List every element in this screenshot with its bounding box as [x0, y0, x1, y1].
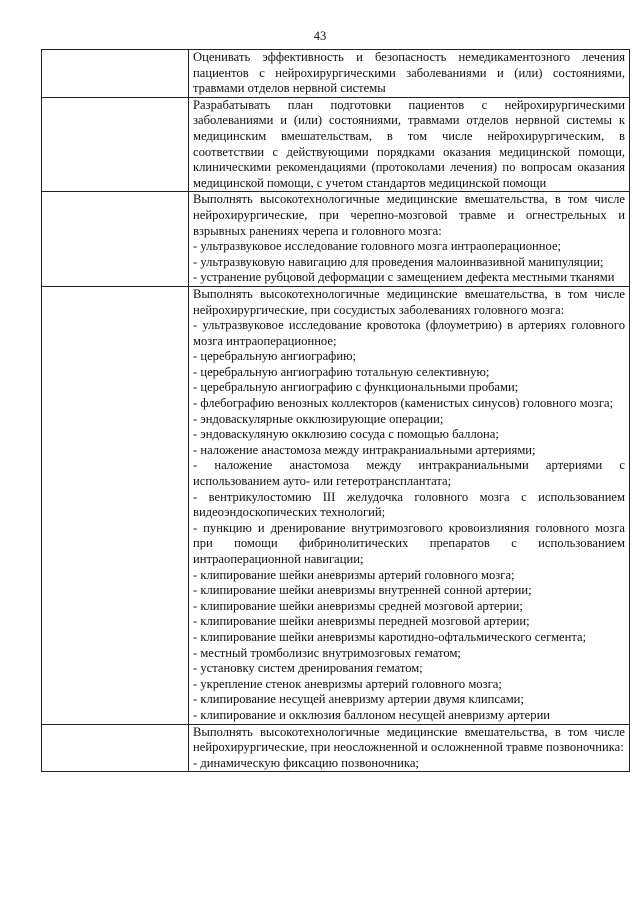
procedure-list-item: - клипирование шейки аневризмы каротидно-офтальмического сегмента; — [193, 629, 587, 644]
procedure-list-item: - ультразвуковое исследование головного мозга интраоперационное; — [193, 239, 562, 254]
empty-label-cell — [42, 724, 189, 772]
procedure-list-item: - церебральную ангиографию тотальную селективную; — [193, 364, 490, 379]
skill-text — [193, 725, 625, 772]
procedure-list-item: - укрепление стенок аневризмы артерий головного мозга; — [193, 676, 502, 691]
skill-text — [193, 50, 625, 97]
skill-description-cell — [189, 192, 630, 287]
skill-description-cell — [189, 97, 630, 192]
procedure-list-item: - динамическую фиксацию позвоночника; — [193, 755, 419, 770]
table-row — [42, 724, 630, 772]
procedure-list-item: - флебографию венозных коллекторов (каменистых синусов) головного мозга; — [193, 396, 614, 411]
procedure-list-item: - клипирование и окклюзия баллоном несущей аневризму артерии — [193, 707, 551, 722]
table-row — [42, 286, 630, 724]
procedure-list-item: - эндоваскуляную окклюзию сосуда с помощью баллона; — [193, 427, 499, 442]
procedure-list-item: - клипирование шейки аневризмы средней мозговой артерии; — [193, 598, 523, 613]
skill-text — [193, 192, 625, 286]
procedure-list-item: - клипирование несущей аневризму артерии двумя клипсами; — [193, 692, 524, 707]
procedure-list-item: - наложение анастомоза между интракраниальными артериями с использованием ауто- или гетеротрансплантата; — [193, 458, 625, 489]
skill-heading-text: Выполнять высокотехнологичные медицинские вмешательства, в том числе нейрохирургические, при неосложненной и осложненной травме позвоночника: — [193, 724, 625, 755]
procedure-list-item: - устранение рубцовой деформации с замещением дефекта местными тканями — [193, 270, 615, 285]
empty-label-cell — [42, 97, 189, 192]
page-number: 43 — [313, 29, 327, 43]
procedure-list-item: - вентрикулостомию III желудочка головного мозга с использованием видеоэндоскопических технологий; — [193, 489, 625, 520]
procedure-list-item: - установку систем дренирования гематом; — [193, 661, 423, 676]
skill-description-cell — [189, 286, 630, 724]
procedure-list-item: - наложение анастомоза между интракраниальными артериями; — [193, 442, 536, 457]
skill-heading-text: Выполнять высокотехнологичные медицинские вмешательства, в том числе нейрохирургические, при сосудистых заболеваниях головного мозга: — [193, 286, 625, 317]
empty-label-cell — [42, 50, 189, 98]
procedure-list-item: - ультразвуковую навигацию для проведения малоинвазивной манипуляции; — [193, 254, 604, 269]
empty-label-cell — [42, 286, 189, 724]
procedure-list-item: - клипирование шейки аневризмы передней мозговой артерии; — [193, 614, 530, 629]
competency-table — [41, 49, 630, 772]
procedure-list-item: - клипирование шейки аневризмы внутренней сонной артерии; — [193, 583, 532, 598]
skill-text — [193, 98, 625, 192]
skill-text — [193, 287, 625, 724]
procedure-list-item: - эндоваскулярные окклюзирующие операции; — [193, 411, 444, 426]
table-row — [42, 192, 630, 287]
empty-label-cell — [42, 192, 189, 287]
skill-heading-text: Оценивать эффективность и безопасность немедикаментозного лечения пациентов с нейрохирургическими заболеваниями и (или) состояниями, травмами отделов нервной системы — [193, 50, 625, 96]
skill-heading-text: Разрабатывать план подготовки пациентов с нейрохирургическими заболеваниями и (или) состояниями, травмами отделов нервной системы к медицинским вмешательствам, в том числе нейрохирургическим, в соответствии с действующими порядками оказания медицинской помощи, клиническими рекомендациями (протоколами лечения) по вопросам оказания медицинской помощи, с учетом стандартов медицинской помощи — [193, 97, 625, 190]
procedure-list-item: - местный тромболизис внутримозговых гематом; — [193, 645, 461, 660]
procedure-list-item: - ультразвуковое исследование кровотока (флоуметрию) в артериях головного мозга интраоперационное; — [193, 318, 625, 348]
procedure-list-item: - церебральную ангиографию; — [193, 349, 356, 364]
skill-description-cell — [189, 50, 630, 98]
skill-heading-text: Выполнять высокотехнологичные медицинские вмешательства, в том числе нейрохирургические, при черепно-мозговой травме и огнестрельных и взрывных ранениях черепа и головного мозга: — [193, 192, 625, 238]
table-body — [42, 50, 630, 772]
procedure-list-item: - пункцию и дренирование внутримозгового кровоизлияния головного мозга при помощи фибринолитических препаратов с использованием интраоперационной навигации; — [193, 520, 625, 566]
table-row — [42, 50, 630, 98]
procedure-list-item: - церебральную ангиографию с функциональными пробами; — [193, 380, 519, 395]
skill-description-cell — [189, 724, 630, 772]
procedure-list-item: - клипирование шейки аневризмы артерий головного мозга; — [193, 567, 515, 582]
table-row — [42, 97, 630, 192]
